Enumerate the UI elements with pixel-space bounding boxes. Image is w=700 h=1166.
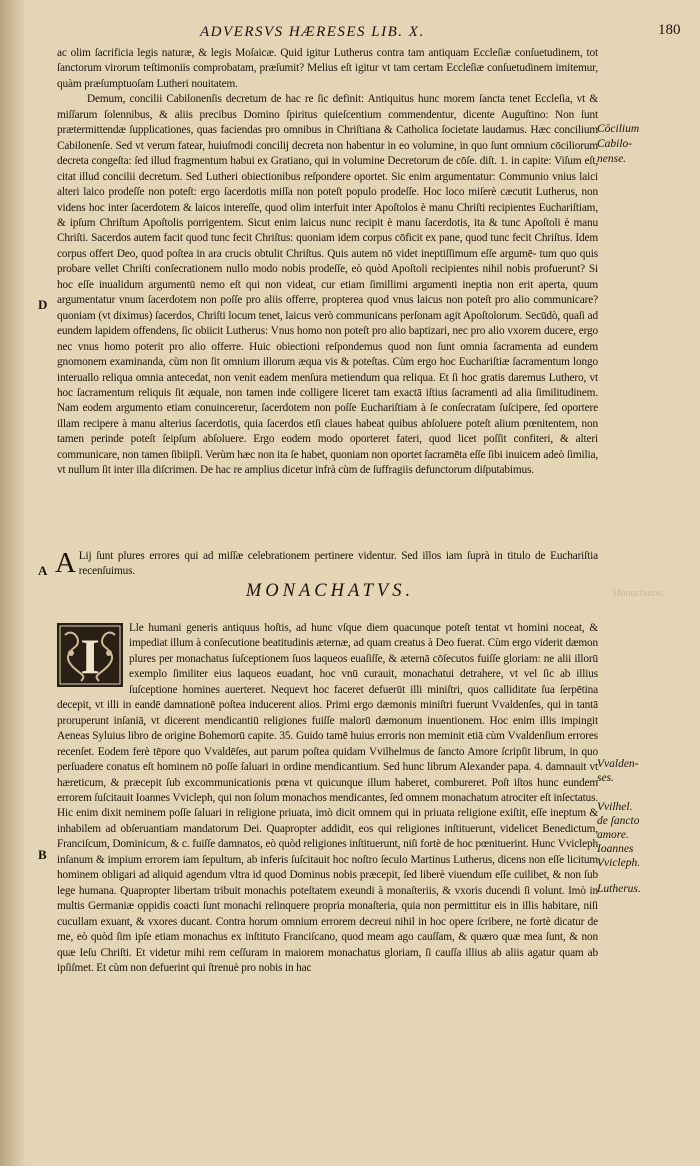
margin-note: amore. bbox=[597, 829, 629, 841]
bleed-through-text: Monachatus. bbox=[612, 588, 664, 599]
margin-note: Ioannes bbox=[597, 843, 634, 855]
paragraph: ac olim ſacrificia legis naturæ, & legis Moſaicæ. Quid igitur Lutherus contra tam antiquam Eccleſiæ conſuetudinem, tot ſanctorum virorum teſtimoniis comprobatam, præſumit? Melius eſt igitur vt tam certam Eccleſiæ conſuetudinem imitemur, quàm præſumptuoſam Lutheri nouitatem. bbox=[57, 47, 598, 90]
paragraph: Lij ſunt plures errores qui ad miſſæ celebrationem pertinere videntur. Sed illos iam ſuprà in titulo de Euchariſtia recenſuimus. bbox=[78, 550, 598, 578]
text-block-mass-objections bbox=[57, 46, 598, 479]
page-number: 180 bbox=[658, 22, 681, 38]
ornate-initial-icon bbox=[57, 623, 123, 687]
margin-note: Vvilhel. bbox=[597, 801, 633, 813]
text-block-other-errors bbox=[57, 549, 598, 580]
section-title: MONACHATVS. bbox=[245, 581, 415, 601]
margin-note: Lutherus. bbox=[597, 883, 641, 895]
margin-note: Vvicleph. bbox=[597, 857, 641, 869]
margin-note: Cabilo- bbox=[597, 138, 633, 150]
svg-text:I: I bbox=[80, 628, 100, 684]
section-letter-mark: B bbox=[38, 847, 47, 862]
ornamental-initial bbox=[57, 623, 123, 687]
paragraph: Demum, concilii Cabilonenſis decretum de hac re ſic definit: Antiquitus hunc morem ſancta tenet Eccleſia, vt & miſſarum ſolennibus, & aliis precibus Domino ſpiritus quieſcentium commendentur, dicente Auguſtino: Non ſunt prætermittendæ ſupplicationes, quas faciendas pro omnibus in Chriſtiana & Catholica ſocietate laudamus. Hæc concilium Cabilonenſe. Sed vt verum fatear, huiuſmodi concilij decreta non habentur in eo volumine, in quo ſunt omnium cōciliorum decreta congeſta: ſed illud fragmentum habui ex Gratiano, qui in volumine Decretorum de cōſe. diſt. 1. in capite: Viſum eſt, citat illud concilii decretum. Sed Lutheri obiectionibus reſpondere oportet. Sic enim argumentatur: Communio vnius laici alteri laico prodeſſe non poteſt: ergo ſacerdotis miſſa non poteſt populo prodeſſe. Hoc loco miſerè cæcutit Lutherus, non videns hoc inter ſacerdotem & laicos intereſſe, quod olim interfuit inter Apoſtolos è manu Chriſti recipientes Euchariſtiam, & ipſum Chriſtum Apoſtolis porrigentem. Sicut enim laicus nunc recipit è manu ſacerdotis, ita & tunc Apoſtoli è manu Chriſti. Sacerdos autem facit quod tunc fecit Chriſtus: quoniam idem corpus cōficit ex pane, quod tunc fecit Chriſtus. Idem corpus offert Deo, quod poſtea in ara crucis obtulit Chriſtus. Quis autem nō videt ineptiſſimum eſſe argumē- tum quo quis probare vellet Chriſti conſecrationem nullo modo nobis prodeſſe, eò quòd Apoſtoli recipientes nihil nobis profuerunt? Si hoc eſſe inualidum argumentū nemo eſt qui non videat, cur etiam ſimillimi argumenti ineptia non erit aperta, quum argumentatur vnum ſacerdotem non poſſe pro aliis offerre, propterea quod vnus laicus non poteſt pro alio communicare? quoniam (vt diximus) ſacerdos, Chriſti locum tenet, laicus verò communicans perſonam agit Apoſtolorum. Secūdò, quaſi ad eundem lapidem offendens, ſic obiicit Lutherus: Vnus homo non poteſt pro alio baptizari, nec pro alio vxorem ducere, ergo nec vnus homo poterit pro alio offerre. Huic obiectioni reſpondemus quod non ſunt omnia ſacramenta ad eundem gnomonem examinanda, cùm non ſit omnium illorum æqua vis & poteſtas. Cùm ergo hoc Euchariſtiæ ſacramentum longo interuallo reliqua omnia antecedat, non venit eadem menſura metiendum qua reliqua. Et ſi hoc gratis daremus Luthero, vt hoc ſacramentum reliquis ſit æquale, non tamen inde colligere liceret tam exactā iſtius ſacramenti ad alia ſimilitudinem. Nam eodem argumento etiam conuinceretur, ſacerdotem non poſſe Euchariſtiam à ſe conſecratam ſuſcipere, ſed oportere illam recipere à manu alterius ſacerdotis, quia ſacerdos etſi claues habeat quibus abſoluere poteſt alium pœnitentem, non tamen perinde poteſt ſeipſum abſoluere. Ergo eodem modo oporteret fateri, quod licet poſſit confiteri, & alteri communicare, non tamen ſibiipſi. Verùm hæc non ita ſe habet, quoniam non oportet ſacramēta eſſe ſibi inuicem adeò ſimilia, vt nullum ſit inter illa diſcrimen. De hac re amplius dicetur infrà cùm de ſuffragiis defunctorum diſputabimus. bbox=[57, 93, 598, 477]
margin-note: nense. bbox=[597, 153, 627, 165]
margin-note: de ſancto bbox=[597, 815, 640, 827]
section-letter-mark: A bbox=[38, 563, 48, 578]
margin-note: Vvalden- bbox=[597, 758, 639, 770]
section-letter-mark: D bbox=[38, 297, 48, 312]
margin-note: ses. bbox=[597, 772, 614, 784]
running-header: ADVERSVS HÆRESES LIB. X. bbox=[200, 24, 425, 40]
text-block-monachatus bbox=[57, 621, 598, 976]
drop-capital: A bbox=[55, 547, 76, 579]
paragraph: Lle humani generis antiquus hoſtis, ad hunc vſque diem quacunque poteſt tentat vt homini noceat, & impediat illum à conſecutione beatitudinis æternæ, ad quam creatus à Deo fuerat. Cùm ergo viderit dæmon plures per monachatus ſuſceptionem ſuos laqueos euaſiſſe, & æternā cōſecutos fuiſſe gloriam: ne alii illorū exemplo ſimiliter eius laqueos euadant, hoc vnū curauit, monachatui detrahere, vt vel ſic ab illius ſuſceptione homines auerteret. Nequevt hoc faceret defuerūt illi miniſtri, quos calliditate ſua ſerpētina decepit, vt illi in eandē damnationē poſtea inducerent alios. Primi ergo dæmonis miniſtri fuerunt Vvaldenſes, qui in tantā proruperunt inſaniā, vt dicerent mendicantiū religiones fuiſſe malorū dæmonum inuentionem. Hoc enim illis impingit Aeneas Syluius libro de origine Bohemorū capite. 35. Guido tamē huius erroris non meminit etiā cùm Vvaldenſium errores recenſet. Eodem ferè tēpore quo Vvaldēſes, aut parum poſtea quidam Vvilhelmus de ſancto Amore ſcripſit librum, in quo perſuadere conatus eſt hominem nō poſſe ſaluari in ordine mendicantium. Sed hunc librum Alexander papa. 4. damnauit vt hæreticum, & præcepit ſub excommunicationis pœna vt quicunque illum haberet, combureret. Poſt iſtos hunc eundem errorem ſuſcitauit Ioannes Vvicleph, qui non ſolum monachos mendicantes, ſed omnem monachatum atrociter eſt inſectatus. Hic enim dixit neminem poſſe ſaluari in religione priuata, imò dicit omnem qui in priuata religione exiſtit, eſſe ineptum & inhabilem ad obſeruantiam mandatorum Dei. Quapropter addidit, eos qui religiones inſtituerunt, videlicet Benedictum, Franciſcum, Dominicum, & c. fuiſſe damnatos, eò quòd religiones inſtituerunt, niſi fortè de hoc pœnituerint. Hunc Vvicleph inſanum & impium errorem iam ſepultum, ab inferis ſuſcitauit hoc noſtro ſeculo Martinus Lutherus, dicens non eſſe licitum hominem obligari ad aliquid agendum vltra id quod Dominus nobis præcepit, ſed liberè viuendum eſſe cuilibet, & non ſub lege humana. Quapropter libertam tribuit monachis poteſtatem exeundi à monaſteriis, & vxoris ducendi ſi volunt. Imò in multis Germaniæ oppidis coacti ſunt monachi relinquere propria monaſteria, quia non permittitur eis in illis habitare, niſi cucullam exuant, & vxores ducant. Contra horum omnium errorem decreui nihil in hoc opere ſcribere, ne fortè dicatur de me, eò quòd ſim ipſe etiam monachus ex inſtituto Franciſcano, quod meam ago cauſſam, & quæro quæ mea ſunt, & non quæ Ieſu Chriſti. Et videtur mihi rem ceſſuram in maiorem monachatus gloriam, ſi cauſſa illius ab aliis agatur quam ab ipſiſmet. Et cùm non defuerint qui ſtrenuè pro nobis in hac bbox=[57, 622, 598, 974]
margin-note: Cōcilium bbox=[597, 123, 640, 135]
